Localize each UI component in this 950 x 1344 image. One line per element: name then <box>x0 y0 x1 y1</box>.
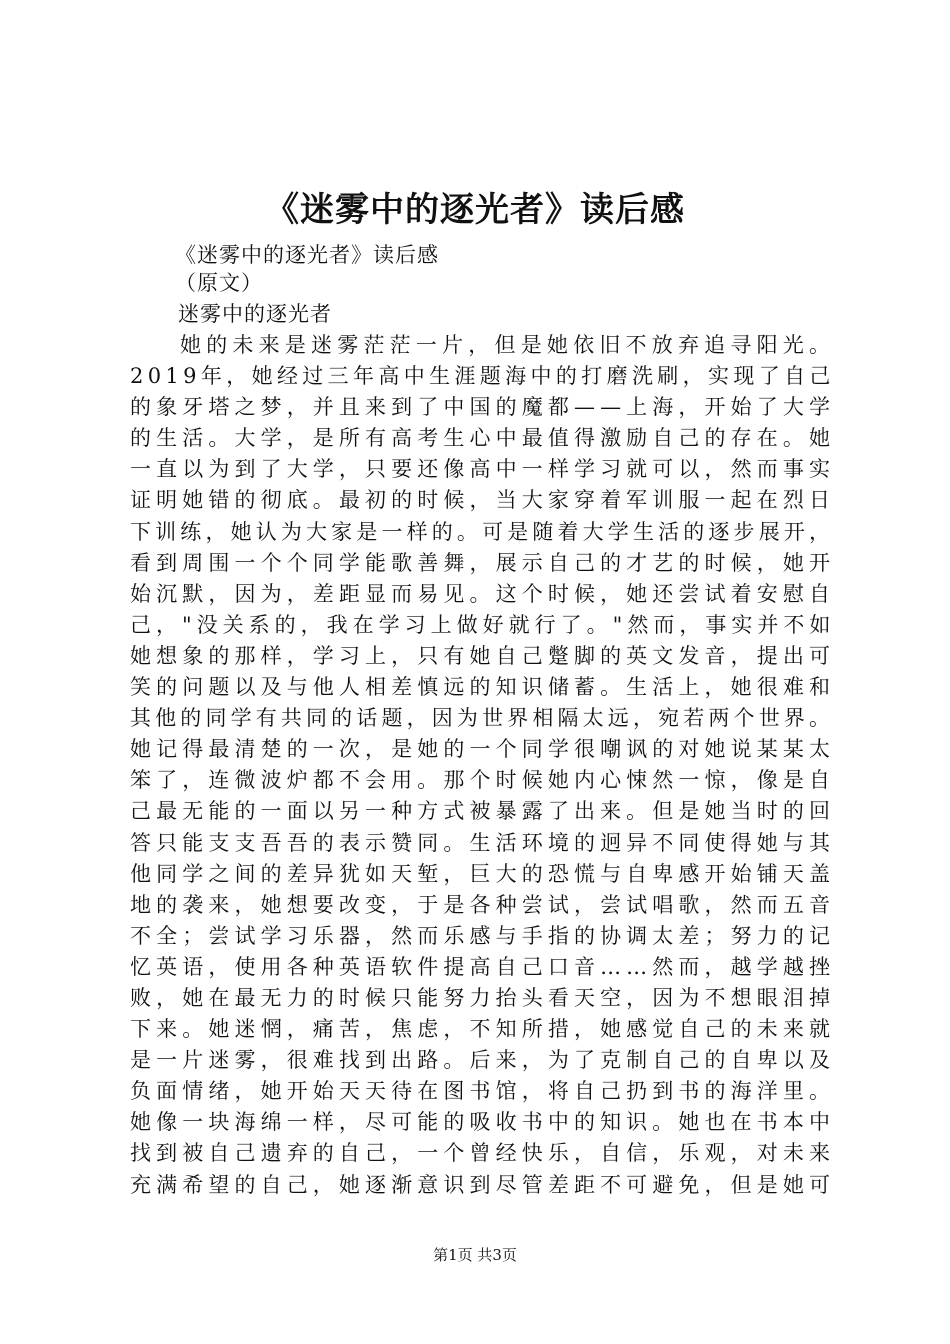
body-line: 充满希望的自己，她逐渐意识到尽管差距不可避免，但是她可 <box>130 1172 836 1197</box>
body-line: 她想象的那样，学习上，只有她自己蹩脚的英文发音，提出可 <box>130 643 836 668</box>
body-line: 下来。她迷惘，痛苦，焦虑，不知所措，她感觉自己的未来就 <box>130 1017 836 1042</box>
body-line: 始沉默，因为，差距显而易见。这个时候，她还尝试着安慰自 <box>130 581 836 606</box>
body-line: 不全；尝试学习乐器，然而乐感与手指的协调太差；努力的记 <box>130 923 836 948</box>
page-footer: 第1页 共3页 <box>433 1246 517 1264</box>
body-line: 负面情绪，她开始天天待在图书馆，将自己扔到书的海洋里。 <box>130 1079 836 1104</box>
body-line: 答只能支支吾吾的表示赞同。生活环境的迥异不同使得她与其 <box>130 830 836 855</box>
body-line: 忆英语，使用各种英语软件提高自己口音……然而，越学越挫 <box>130 954 836 979</box>
source-note: （原文） <box>175 271 263 295</box>
body-line: 的象牙塔之梦，并且来到了中国的魔都——上海，开始了大学 <box>130 395 836 420</box>
document-title: 《迷雾中的逐光者》读后感 <box>265 190 685 230</box>
body-line: 找到被自己遗弃的自己，一个曾经快乐，自信，乐观，对未来 <box>130 1141 836 1166</box>
body-line: 她的未来是迷雾茫茫一片，但是她依旧不放弃追寻阳光。 <box>180 333 836 357</box>
body-line: 地的袭来，她想要改变，于是各种尝试，尝试唱歌，然而五音 <box>130 892 836 917</box>
body-line: 他同学之间的差异犹如天堑，巨大的恐慌与自卑感开始铺天盖 <box>130 861 836 886</box>
body-line: 己，"没关系的，我在学习上做好就行了。"然而，事实并不如 <box>130 612 836 637</box>
body-line: 下训练，她认为大家是一样的。可是随着大学生活的逐步展开， <box>130 519 835 544</box>
body-line: 2019年，她经过三年高中生涯题海中的打磨洗刷，实现了自己 <box>130 364 835 389</box>
body-line: 笑的问题以及与他人相差慎远的知识储蓄。生活上，她很难和 <box>130 675 836 700</box>
essay-body <box>130 330 836 1201</box>
essay-title: 迷雾中的逐光者 <box>178 302 332 326</box>
body-line: 她记得最清楚的一次，是她的一个同学很嘲讽的对她说某某太 <box>130 737 836 762</box>
body-line: 败，她在最无力的时候只能努力抬头看天空，因为不想眼泪掉 <box>130 985 836 1010</box>
subtitle-line: 《迷雾中的逐光者》读后感 <box>175 243 439 267</box>
body-line: 证明她错的彻底。最初的时候，当大家穿着军训服一起在烈日 <box>130 488 836 513</box>
body-line: 己最无能的一面以另一种方式被暴露了出来。但是她当时的回 <box>130 799 836 824</box>
body-line: 笨了，连微波炉都不会用。那个时候她内心悚然一惊，像是自 <box>130 768 836 793</box>
body-line: 她像一块海绵一样，尽可能的吸收书中的知识。她也在书本中 <box>130 1110 836 1135</box>
body-line: 的生活。大学，是所有高考生心中最值得激励自己的存在。她 <box>130 426 836 451</box>
body-line: 看到周围一个个同学能歌善舞，展示自己的才艺的时候，她开 <box>130 550 836 575</box>
body-line: 一直以为到了大学，只要还像高中一样学习就可以，然而事实 <box>130 457 836 482</box>
body-line: 其他的同学有共同的话题，因为世界相隔太远，宛若两个世界。 <box>130 706 835 731</box>
body-line: 是一片迷雾，很难找到出路。后来，为了克制自己的自卑以及 <box>130 1048 836 1073</box>
